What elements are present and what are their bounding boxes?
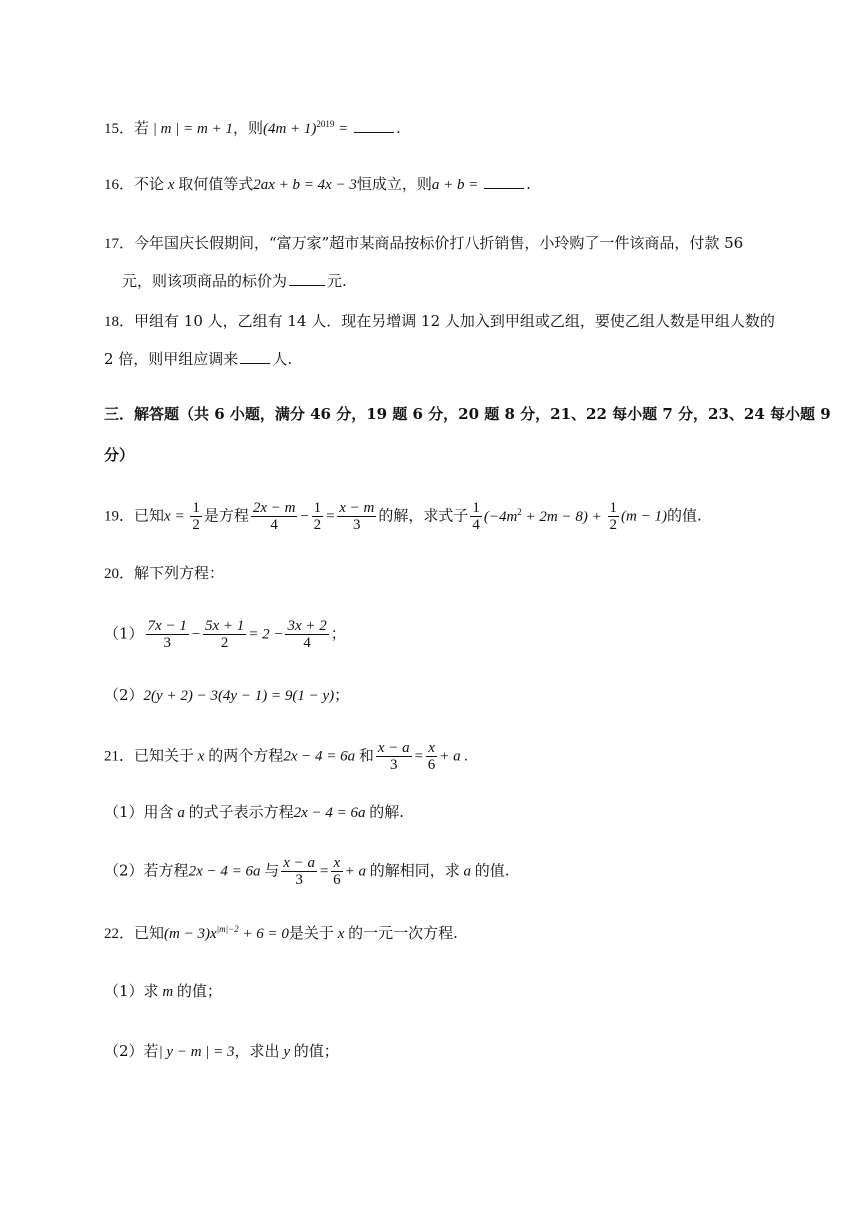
question-text: 若 — [143, 1042, 159, 1060]
question-number: 19． — [104, 508, 135, 525]
question-21 — [104, 740, 468, 773]
question-15 — [104, 113, 401, 140]
math-expr: x — [164, 177, 179, 193]
question-number: 21． — [104, 748, 135, 765]
question-text: . — [396, 119, 401, 137]
math-expr: a — [459, 863, 475, 880]
question-text: ，求出 — [234, 1042, 280, 1060]
math-expr: $(-4m^2 + 2m - 8)$ + — [483, 506, 606, 525]
question-number: 20． — [104, 566, 135, 582]
math-expr: 2x − 4 = 6a — [188, 863, 265, 880]
question-17-line2 — [122, 270, 347, 292]
math-expr: − — [299, 508, 310, 525]
fraction: $\frac{1}{2}$ — [609, 500, 617, 533]
question-text: 的式子表示方程 — [188, 803, 294, 821]
question-16 — [104, 173, 531, 196]
question-20-part1 — [104, 618, 346, 651]
answer-blank[interactable] — [354, 118, 394, 133]
question-text: 的解，求式子 — [378, 506, 469, 525]
punctuation: ； — [330, 624, 346, 643]
answer-blank[interactable] — [484, 174, 524, 189]
question-text: 不论 — [134, 175, 165, 193]
math-expr: = — [325, 508, 336, 525]
question-text: 的解相同，求 — [369, 861, 460, 880]
question-text: 今年国庆长假期间，“富万家”超市某商品按标价打八折销售，小玲购了一件该商品，付款 56 — [134, 234, 744, 252]
question-17 — [104, 232, 743, 255]
question-text: 求 — [143, 982, 159, 1000]
question-number: 17． — [104, 236, 135, 252]
fraction: $\frac{1}{2}$ — [192, 500, 200, 533]
part-label: （1） — [104, 624, 144, 643]
question-text: 是关于 — [288, 924, 334, 942]
question-number: 22． — [104, 926, 135, 942]
question-text: . — [526, 175, 531, 193]
math-expr: = — [319, 863, 330, 880]
section-heading-line2: 分） — [104, 446, 135, 464]
punctuation: ； — [334, 686, 350, 704]
question-text: 的值. — [474, 861, 510, 880]
question-20-part2 — [104, 684, 349, 707]
math-expr: 2x − 4 = 6a — [283, 748, 359, 765]
question-text: 已知关于 — [134, 746, 195, 765]
fraction: $\frac{2x - m}{4}$ — [252, 500, 296, 533]
question-text: 的值； — [176, 982, 222, 1000]
section-heading: 三．解答题（共 6 小题，满分 46 分，19 题 6 分，20 题 8 分，21、22 每小题 7 分，23、24 每小题 9 — [104, 405, 831, 423]
question-text: 的解. — [369, 803, 405, 821]
question-text: 已知 — [134, 506, 165, 525]
question-text: 甲组有 10 人，乙组有 14 人．现在另增调 12 人加入到甲组或乙组，要使乙组人数是甲组人数的 — [134, 312, 775, 330]
math-expr: a — [173, 805, 189, 821]
fraction: $\frac{x}{6}$ — [333, 855, 341, 888]
question-text: 是方程 — [203, 506, 249, 525]
question-text: 已知 — [134, 924, 165, 942]
part-label: （2） — [104, 686, 144, 704]
question-22-part2 — [104, 1040, 339, 1063]
question-text: 用含 — [143, 803, 174, 821]
question-22 — [104, 918, 458, 945]
question-text: 解下列方程： — [134, 564, 225, 582]
part-label: （1） — [104, 803, 144, 821]
part-label: （2） — [104, 861, 144, 880]
question-22-part1 — [104, 980, 222, 1003]
question-text: 恒成立，则 — [356, 175, 432, 193]
part-label: （1） — [104, 982, 144, 1000]
question-19 — [104, 500, 702, 533]
fraction: $\frac{x - a}{3}$ — [377, 740, 410, 773]
fraction: $\frac{1}{2}$ — [313, 500, 322, 533]
question-text: 2 倍，则甲组应调来 — [104, 350, 239, 368]
math-expr: $(m - 3)x^{|m|-2} + 6 = 0$ — [164, 924, 289, 942]
math-expr: a + b = — [431, 177, 483, 193]
question-21-part2 — [104, 855, 510, 888]
question-20 — [104, 562, 224, 585]
question-text: 元. — [327, 272, 347, 290]
question-text: 若 — [134, 119, 150, 137]
fraction: $\frac{x - m}{3}$ — [339, 500, 375, 533]
math-expr: $(4m + 1)^{2019}$ = — [262, 119, 353, 137]
question-text: ，则 — [232, 119, 263, 137]
math-expr: x — [333, 926, 349, 942]
question-text: 与 — [264, 861, 280, 880]
math-expr: x — [194, 748, 209, 765]
math-expr: x = — [164, 508, 189, 525]
math-expr: − — [190, 626, 201, 643]
math-expr: m — [158, 984, 177, 1000]
question-21-part1 — [104, 801, 404, 824]
question-text: 人. — [272, 350, 293, 368]
question-text: 取何值等式 — [178, 175, 254, 193]
question-18 — [104, 310, 775, 333]
math-expr: 2x − 4 = 6a — [293, 805, 370, 821]
math-expr: + a . — [439, 748, 469, 765]
math-expr: = — [413, 748, 424, 765]
fraction: $\frac{7x - 1}{3}$ — [147, 618, 187, 651]
question-text: 的一元一次方程. — [348, 924, 458, 942]
question-text: 若方程 — [143, 861, 189, 880]
math-expr: | y − m | = 3 — [158, 1044, 235, 1060]
question-text: 元，则该项商品的标价为 — [122, 272, 288, 290]
question-18-line2 — [104, 348, 292, 370]
answer-blank[interactable] — [240, 349, 270, 364]
answer-blank[interactable] — [289, 271, 325, 286]
fraction: $\frac{x}{6}$ — [427, 740, 436, 773]
math-expr: 2(y + 2) − 3(4y − 1) = 9(1 − y) — [143, 688, 335, 704]
question-text: 和 — [358, 746, 374, 765]
fraction: $\frac{1}{4}$ — [472, 500, 480, 533]
question-number: 15． — [104, 121, 135, 137]
question-text: 的两个方程 — [208, 746, 284, 765]
part-label: （2） — [104, 1042, 144, 1060]
question-number: 18． — [104, 314, 135, 330]
math-expr: + a — [344, 863, 370, 880]
fraction: $\frac{x - a}{3}$ — [283, 855, 316, 888]
math-expr: 2ax + b = 4x − 3 — [253, 177, 357, 193]
math-expr: y — [279, 1044, 294, 1060]
question-text: 的值. — [666, 506, 702, 525]
math-expr: | m | = m + 1 — [149, 121, 233, 137]
question-text: 的值； — [293, 1042, 339, 1060]
math-expr: = 2 − — [248, 626, 284, 643]
question-number: 16． — [104, 177, 135, 193]
fraction: $\frac{3x + 2}{4}$ — [287, 618, 327, 651]
fraction: $\frac{5x + 1}{2}$ — [204, 618, 245, 651]
math-expr: (m − 1) — [621, 508, 667, 525]
